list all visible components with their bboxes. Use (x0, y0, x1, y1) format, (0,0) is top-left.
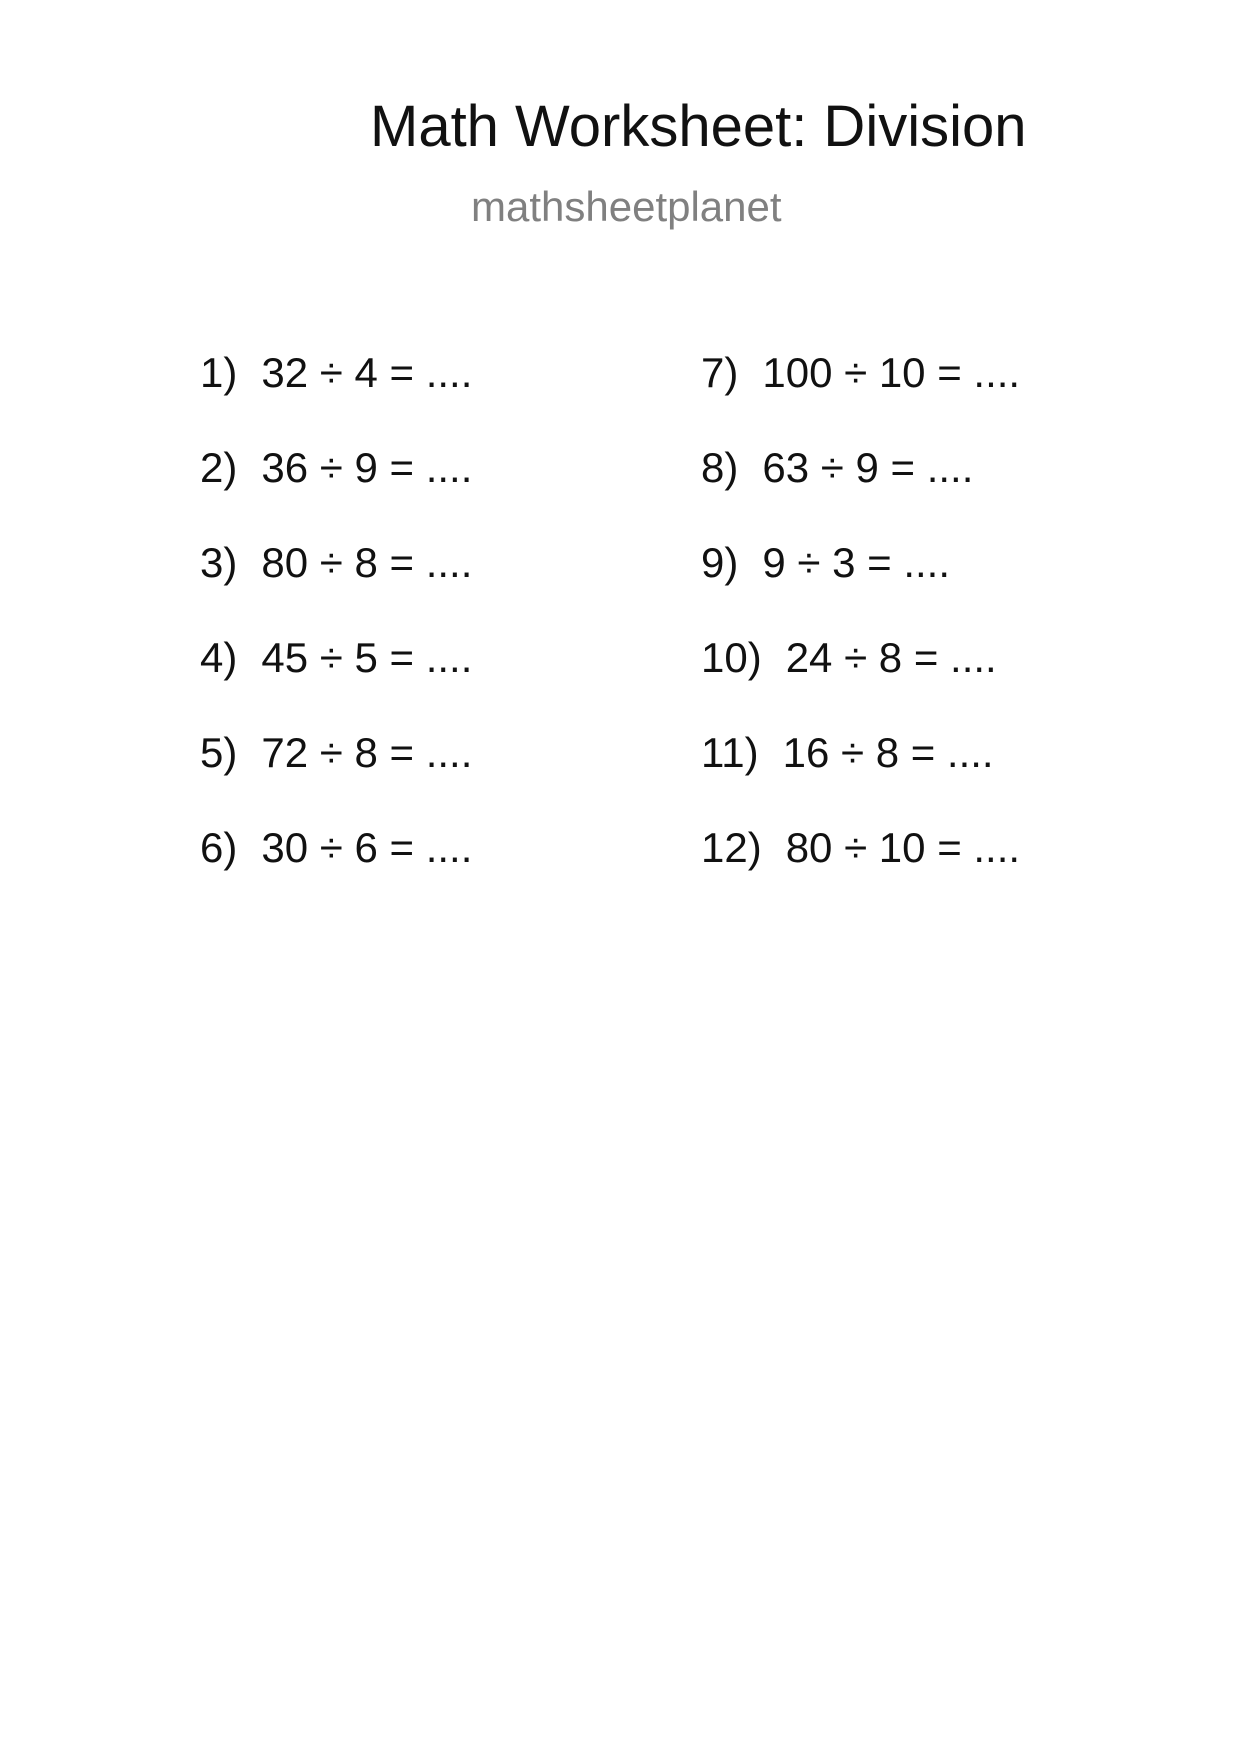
problem-12 (701, 824, 1021, 922)
problem-expression: 80 ÷ 8 = .... (261, 539, 473, 586)
problem-expression: 32 ÷ 4 = .... (261, 349, 473, 396)
problem-number: 5) (200, 729, 238, 776)
problems-column-left (200, 349, 473, 922)
problem-10 (701, 634, 1020, 732)
site-name: mathsheetplanet (471, 183, 782, 230)
problem-expression: 30 ÷ 6 = .... (261, 824, 473, 871)
problem-expression: 63 ÷ 9 = .... (762, 444, 974, 491)
problem-expression: 72 ÷ 8 = .... (261, 729, 473, 776)
problem-number: 7) (701, 349, 739, 396)
problem-expression: 16 ÷ 8 = .... (782, 729, 994, 776)
problem-7 (701, 349, 1021, 447)
problem-expression: 24 ÷ 8 = .... (785, 634, 997, 681)
problem-number: 8) (701, 444, 739, 491)
problem-5 (200, 729, 473, 827)
problem-expression: 100 ÷ 10 = .... (762, 349, 1021, 396)
problem-9 (701, 539, 1020, 637)
problem-expression: 45 ÷ 5 = .... (261, 634, 473, 681)
problem-11 (701, 729, 1020, 827)
problem-1 (200, 349, 473, 447)
problem-number: 1) (200, 349, 238, 396)
problem-expression: 80 ÷ 10 = .... (785, 824, 1021, 871)
problem-expression: 9 ÷ 3 = .... (762, 539, 951, 586)
problem-number: 10) (701, 634, 762, 681)
problem-number: 11) (701, 729, 759, 776)
problem-number: 6) (200, 824, 238, 871)
problem-number: 4) (200, 634, 238, 681)
problem-number: 2) (200, 444, 238, 491)
problems-column-right (701, 349, 1021, 922)
problem-2 (200, 444, 473, 542)
problem-3 (200, 539, 473, 637)
problem-number: 12) (701, 824, 762, 871)
problem-number: 3) (200, 539, 238, 586)
problem-4 (200, 634, 473, 732)
problem-6 (200, 824, 473, 922)
problem-number: 9) (701, 539, 739, 586)
problem-expression: 36 ÷ 9 = .... (261, 444, 473, 491)
worksheet-title: Math Worksheet: Division (370, 94, 1027, 159)
problem-8 (701, 444, 1020, 542)
